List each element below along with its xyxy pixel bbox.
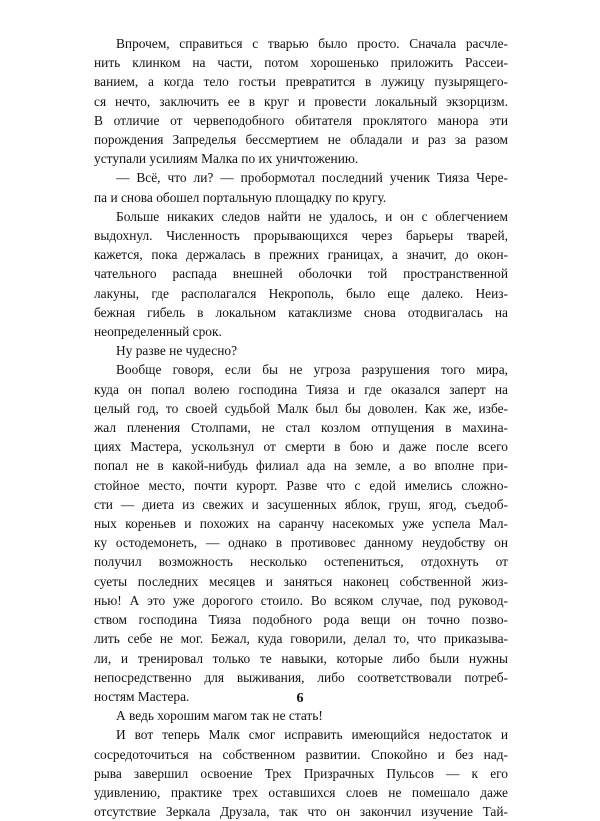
text-line: выдохнул. Численность прорывающихся через барьеры тварей,: [94, 228, 508, 244]
text-line: циях Мастера, ускользнул от смерти в бою и даже после всего: [94, 439, 508, 455]
text-line: стойное место, почти курорт. Разве что с едой имелись сложно-: [94, 477, 508, 493]
text-line: лакуны, где располагался Некрополь, было еще далеко. Неиз-: [94, 285, 508, 301]
text-line: куда он попал волею господина Тияза и где оказался заперт на: [94, 381, 508, 397]
text-line: Ну разве не чудесно?: [116, 343, 238, 359]
text-line: сти — диета из свежих и засушенных яблок, груш, ягод, съедоб-: [94, 496, 508, 512]
text-line: бежная гибель в локальном катаклизме снова отодвигалась на: [94, 304, 508, 320]
text-line: удивлению, практике трех оставшихся слоев не помешало даже: [94, 784, 508, 800]
page-number: 6: [296, 691, 304, 706]
text-line: сосредоточиться на собственном развитии. Спокойно и без над-: [94, 746, 508, 762]
text-line: нить клинком на части, потом хорошенько приложить Рассеи-: [94, 55, 508, 71]
text-line: па и снова обошел портальную площадку по кругу.: [94, 189, 387, 205]
text-line: ванием, а когда тело гостьи превратится в лужицу пузырящего-: [94, 74, 508, 90]
text-line: ли, и тренировал только те навыки, которые либо были нужны: [94, 650, 508, 666]
text-line: лить себе не мог. Бежал, куда говорили, делал то, что приказыва-: [94, 631, 508, 647]
text-line: ством господина Тияза подобного рода вещи он точно позво-: [94, 612, 508, 628]
text-line: отсутствие Зеркала Друзала, так что он закончил изучение Тай-: [94, 804, 508, 820]
text-line: И вот теперь Малк смог исправить имеющийся недостаток и: [116, 727, 508, 743]
text-line: нью! А это уже дорогого стоило. Во всяком случае, под руковод-: [94, 592, 508, 608]
text-line: непосредственно для выживания, либо соответствовали потреб-: [94, 669, 508, 685]
text-line: Впрочем, справиться с тварью было просто. Сначала расчле-: [116, 36, 508, 51]
text-line: — Всё, что ли? — пробормотал последний ученик Тияза Чере-: [116, 170, 508, 186]
text-line: ных кореньев и похожих на саранчу насекомых уже успела Мал-: [94, 516, 508, 532]
text-line: ся нечто, заключить ее в круг и провести локальный экзорцизм.: [94, 93, 508, 109]
text-line: Больше никаких следов найти не удалось, и он с облегчением: [116, 208, 508, 224]
text-line: жал пленения Столпами, не стал козлом отпущения в махина-: [94, 420, 508, 436]
text-line: Вообще говоря, если бы не угроза разрушения того мира,: [116, 362, 508, 378]
text-line: уступали усилиям Малка по их уничтожению.: [94, 151, 359, 167]
text-line: порождения Запределья бессмертием не обладали и раз за разом: [94, 132, 508, 148]
text-line: ку остодемонеть, — однако в противовес данному неудобству он: [94, 535, 508, 551]
text-line: получил возможность несколько остепениться, отдохнуть от: [94, 554, 508, 570]
text-line: суеты последних месяцев и заняться наконец собственной жиз-: [94, 573, 508, 589]
text-line: попал не в какой-нибудь филиал ада на земле, а во вполне при-: [94, 458, 508, 474]
text-line: ностям Мастера.: [94, 688, 190, 704]
text-line: рыва завершил освоение Трех Призрачных Пульсов — к его: [94, 765, 508, 781]
text-line: неопределенный срок.: [94, 324, 222, 340]
text-line: В отличие от червеподобного обитателя проклятого манора эти: [94, 112, 508, 128]
text-line: кажется, пока держалась в прежних границах, а значит, до окон-: [94, 247, 508, 263]
text-line: целый год, то своей судьбой Малк был бы доволен. Как же, избе-: [94, 400, 508, 416]
text-line: А ведь хорошим магом так не стать!: [116, 708, 323, 724]
text-line: чательного распада внешней оболочки той пространственной: [94, 266, 508, 282]
